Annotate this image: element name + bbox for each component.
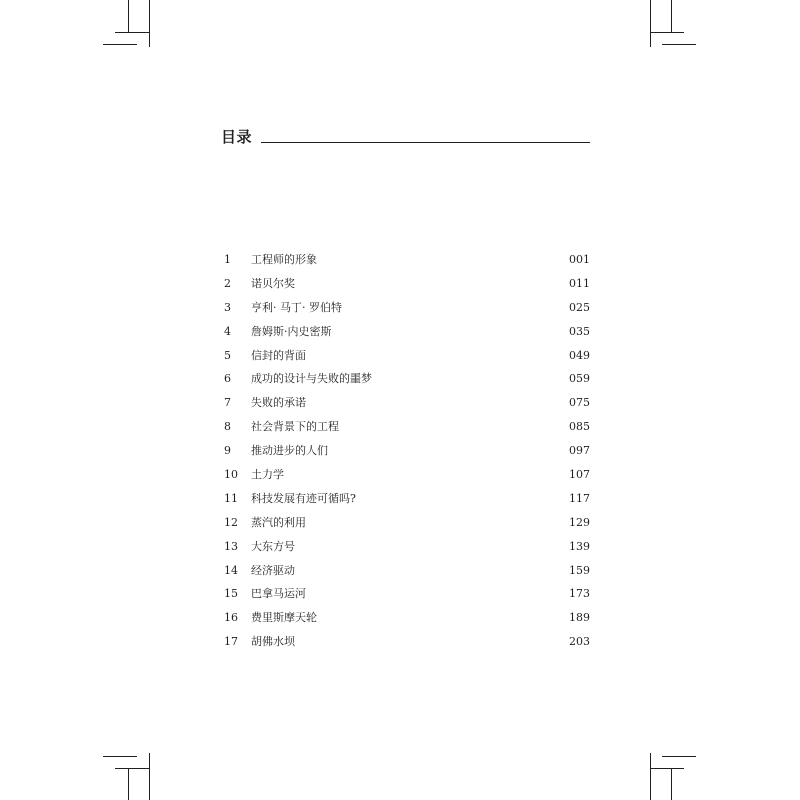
toc-entry-number: 9 bbox=[224, 444, 231, 458]
toc-entry-title: 成功的设计与失败的噩梦 bbox=[251, 372, 372, 386]
toc-entry-16[interactable] bbox=[224, 608, 590, 632]
toc-entry-number: 2 bbox=[224, 276, 231, 290]
toc-entry-number: 16 bbox=[224, 611, 238, 625]
toc-entry-title: 科技发展有迹可循吗? bbox=[251, 491, 356, 505]
toc-entry-title: 推动进步的人们 bbox=[251, 444, 328, 458]
toc-entry-13[interactable] bbox=[224, 537, 590, 561]
toc-entry-number: 4 bbox=[224, 324, 231, 338]
toc-entry-title: 经济驱动 bbox=[251, 563, 295, 577]
toc-entry-title: 大东方号 bbox=[251, 539, 295, 553]
toc-entry-7[interactable] bbox=[224, 393, 590, 417]
toc-entry-title: 亨利· 马丁· 罗伯特 bbox=[251, 300, 342, 314]
crop-mark-top-left-horizontal-lower bbox=[103, 44, 137, 45]
toc-entry-title: 失败的承诺 bbox=[251, 396, 306, 410]
toc-entry-title: 胡佛水坝 bbox=[251, 635, 295, 649]
crop-mark-top-left-vertical-outer bbox=[128, 0, 129, 32]
toc-entry-number: 6 bbox=[224, 372, 231, 386]
toc-entry-page: 075 bbox=[569, 396, 590, 410]
toc-entry-title: 土力学 bbox=[251, 468, 284, 482]
toc-entry-page: 085 bbox=[569, 420, 590, 434]
toc-entry-page: 173 bbox=[569, 587, 590, 601]
toc-entry-page: 203 bbox=[569, 635, 590, 649]
crop-mark-top-right-horizontal-lower bbox=[662, 44, 696, 45]
toc-entry-12[interactable] bbox=[224, 513, 590, 537]
toc-entry-2[interactable] bbox=[224, 274, 590, 298]
toc-entry-page: 107 bbox=[569, 468, 590, 482]
toc-entry-14[interactable] bbox=[224, 561, 590, 585]
toc-entry-number: 14 bbox=[224, 563, 238, 577]
toc-entry-page: 097 bbox=[569, 444, 590, 458]
toc-entry-1[interactable] bbox=[224, 250, 590, 274]
toc-entry-page: 049 bbox=[569, 348, 590, 362]
crop-mark-top-right-horizontal-upper bbox=[650, 32, 684, 33]
toc-entry-10[interactable] bbox=[224, 465, 590, 489]
toc-entry-page: 011 bbox=[569, 276, 590, 290]
crop-mark-bottom-right-horizontal-upper bbox=[662, 756, 696, 757]
crop-mark-bottom-right-vertical-inner bbox=[650, 753, 651, 800]
toc-entry-page: 189 bbox=[569, 611, 590, 625]
toc-entry-page: 117 bbox=[569, 491, 590, 505]
toc-entry-title: 詹姆斯·内史密斯 bbox=[251, 324, 332, 338]
toc-entry-number: 5 bbox=[224, 348, 231, 362]
toc-entry-page: 035 bbox=[569, 324, 590, 338]
crop-mark-bottom-right-horizontal-lower bbox=[650, 768, 684, 769]
toc-entry-number: 11 bbox=[224, 491, 238, 505]
toc-entry-3[interactable] bbox=[224, 298, 590, 322]
crop-mark-bottom-left-horizontal-lower bbox=[115, 768, 149, 769]
toc-entry-number: 7 bbox=[224, 396, 231, 410]
toc-entry-number: 10 bbox=[224, 468, 238, 482]
toc-entry-title: 费里斯摩天轮 bbox=[251, 611, 317, 625]
toc-entry-title: 巴拿马运河 bbox=[251, 587, 306, 601]
toc-entry-page: 139 bbox=[569, 539, 590, 553]
toc-entry-number: 8 bbox=[224, 420, 231, 434]
toc-entry-number: 3 bbox=[224, 300, 231, 314]
crop-mark-bottom-left-vertical-outer bbox=[128, 768, 129, 800]
toc-entry-number: 15 bbox=[224, 587, 238, 601]
toc-entry-title: 信封的背面 bbox=[251, 348, 306, 362]
toc-entry-title: 蒸汽的利用 bbox=[251, 515, 306, 529]
toc-entry-8[interactable] bbox=[224, 417, 590, 441]
crop-mark-top-left-horizontal-upper bbox=[115, 32, 149, 33]
toc-entry-number: 1 bbox=[224, 253, 231, 266]
toc-entry-page: 129 bbox=[569, 515, 590, 529]
toc-entry-number: 12 bbox=[224, 515, 238, 529]
toc-entry-11[interactable] bbox=[224, 489, 590, 513]
toc-entry-17[interactable] bbox=[224, 632, 590, 656]
toc-heading: 目录 bbox=[221, 128, 253, 146]
toc-entry-page: 001 bbox=[569, 253, 590, 266]
crop-mark-bottom-left-horizontal-upper bbox=[103, 756, 137, 757]
toc-entry-6[interactable] bbox=[224, 369, 590, 393]
toc-entry-page: 059 bbox=[569, 372, 590, 386]
toc-list bbox=[224, 250, 590, 656]
toc-entry-4[interactable] bbox=[224, 322, 590, 346]
toc-entry-number: 13 bbox=[224, 539, 238, 553]
toc-entry-number: 17 bbox=[224, 635, 238, 649]
toc-entry-page: 159 bbox=[569, 563, 590, 577]
crop-mark-bottom-right-vertical-outer bbox=[671, 768, 672, 800]
crop-mark-top-left-vertical-inner bbox=[149, 0, 150, 47]
crop-mark-top-right-vertical-inner bbox=[650, 0, 651, 47]
toc-entry-15[interactable] bbox=[224, 584, 590, 608]
toc-entry-9[interactable] bbox=[224, 441, 590, 465]
crop-mark-bottom-left-vertical-inner bbox=[149, 753, 150, 800]
crop-mark-top-right-vertical-outer bbox=[671, 0, 672, 32]
toc-entry-title: 诺贝尔奖 bbox=[251, 276, 295, 290]
toc-entry-title: 社会背景下的工程 bbox=[251, 420, 339, 434]
toc-entry-title: 工程师的形象 bbox=[251, 253, 317, 266]
toc-entry-5[interactable] bbox=[224, 346, 590, 370]
heading-rule bbox=[261, 142, 590, 143]
toc-entry-page: 025 bbox=[569, 300, 590, 314]
